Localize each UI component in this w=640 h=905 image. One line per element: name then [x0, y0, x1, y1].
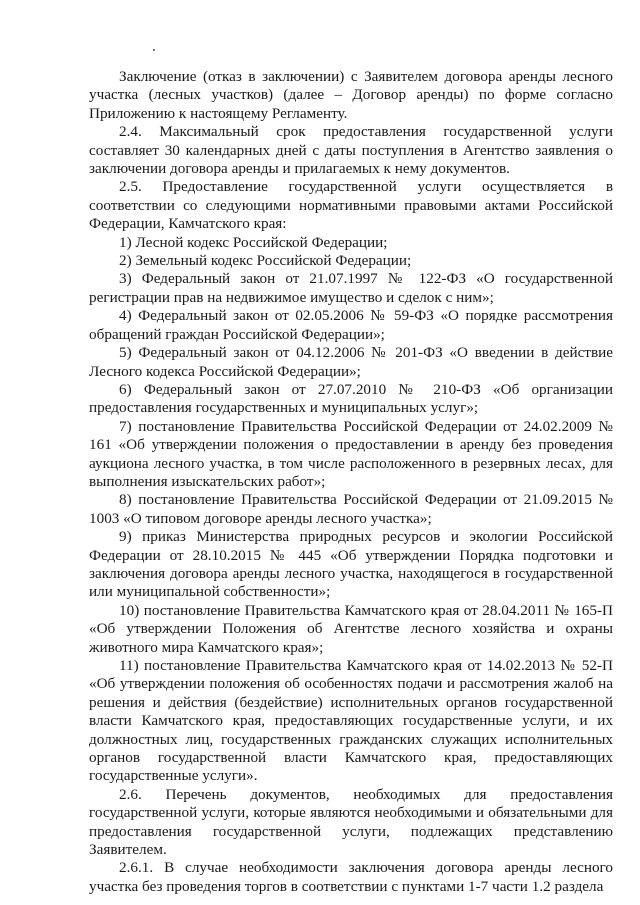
list-item-2: 2) Земельный кодекс Российской Федерации; — [119, 252, 412, 270]
list-item-10: 10) постановление Правительства Камчатского края от 28.04.2011 № 165-П «Об утверждении Положения об Агентстве лесного хозяйства и охраны животного мира Камчатского края»; — [89, 601, 613, 656]
list-item-3: 3) Федеральный закон от 21.07.1997 № 122-ФЗ «О государственной регистрации прав на недвижимое имущество и сделок с ним»; — [89, 270, 613, 306]
list-item-11: 11) постановление Правительства Камчатского края от 14.02.2013 № 52-П «Об утверждении положения об особенностях подачи и рассмотрения жалоб на решения и действия (бездействие) исполнительных органов государственной власти Камчатского края, предоставляющих государственные услуги, и их должностных лиц, государственных гражданских служащих исполнительных органов государственной власти Камчатского края, предоставляющих государственные услуги». — [89, 657, 613, 785]
list-item-1: 1) Лесной кодекс Российской Федерации; — [119, 233, 388, 251]
list-item-9: 9) приказ Министерства природных ресурсов и экологии Российской Федерации от 28.10.2015 № 445 «Об утверждении Порядка подготовки и заключения договора аренды лесного участка, находящегося в государственной или муниципальной собственности»; — [89, 528, 613, 601]
list-item-7: 7) постановление Правительства Российской Федерации от 24.02.2009 № 161 «Об утверждении положения о предоставлении в аренду без проведения аукциона лесного участка, в том числе расположенного в резервных лесах, для выполнения изыскательских работ»; — [89, 417, 613, 490]
list-item-4: 4) Федеральный закон от 02.05.2006 № 59-ФЗ «О порядке рассмотрения обращений граждан Российской Федерации»; — [89, 307, 613, 343]
paragraph-intro: Заключение (отказ в заключении) с Заявителем договора аренды лесного участка (лесных участков) (далее – Договор аренды) по форме согласно Приложению к настоящему Регламенту. — [89, 68, 613, 122]
document-body — [89, 68, 613, 896]
paragraph-2-6: 2.6. Перечень документов, необходимых для предоставления государственной услуги, которые являются необходимыми и обязательными для предоставления государственной услуги, подлежащих представлению Заявителем. — [89, 785, 613, 859]
list-item-5: 5) Федеральный закон от 04.12.2006 № 201-ФЗ «О введении в действие Лесного кодекса Российской Федерации»; — [89, 344, 613, 380]
paragraph-2-5: 2.5. Предоставление государственной услуги осуществляется в соответствии со следующими нормативными правовыми актами Российской Федерации, Камчатского края: — [89, 178, 613, 233]
list-item-6: 6) Федеральный закон от 27.07.2010 № 210-ФЗ «Об организации предоставления государственных и муниципальных услуг»; — [89, 380, 613, 417]
paragraph-2-4: 2.4. Максимальный срок предоставления государственной услуги составляет 30 календарных дней с даты поступления в Агентство заявления о заключении договора аренды и прилагаемых к нему документов. — [89, 123, 613, 178]
list-item-8: 8) постановление Правительства Российской Федерации от 21.09.2015 № 1003 «О типовом договоре аренды лесного участка»; — [89, 491, 613, 527]
scan-speck — [153, 49, 155, 51]
paragraph-2-6-1: 2.6.1. В случае необходимости заключения договора аренды лесного участка без проведения торгов в соответствии с пунктами 1-7 части 1.2 раздела — [89, 859, 613, 895]
